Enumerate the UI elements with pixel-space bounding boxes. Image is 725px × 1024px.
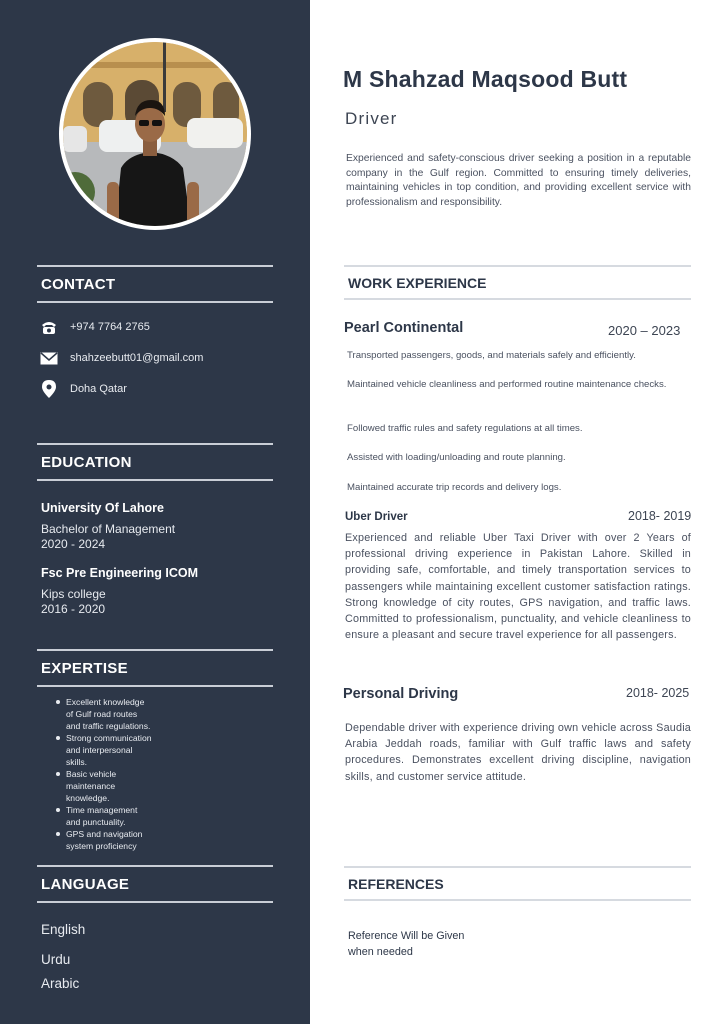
job-duty: Transported passengers, goods, and materials safely and efficiently. <box>347 350 636 361</box>
phone-number: +974 7764 2765 <box>70 321 150 333</box>
divider <box>37 685 273 687</box>
language-section <box>37 865 273 903</box>
education-heading: EDUCATION <box>41 454 132 471</box>
language-item: Arabic <box>41 976 80 991</box>
phone-icon <box>40 319 58 335</box>
contact-heading: CONTACT <box>41 276 116 293</box>
job-title: Uber Driver <box>345 511 408 523</box>
location-text: Doha Qatar <box>70 383 127 395</box>
job-period: 2020 – 2023 <box>608 323 681 338</box>
references-note: Reference Will be Given when needed <box>348 930 465 958</box>
contact-section <box>37 265 273 303</box>
education-years: 2020 - 2024 <box>41 537 106 551</box>
profile-summary: Experienced and safety-conscious driver seeking a position in a reputable company in the Gulf region. Committed to ensuring timely deliveries, maintaining vehicles in top condition, and providing excellent service with professionalism and responsibility. <box>346 153 691 208</box>
language-item: Urdu <box>41 952 71 967</box>
education-degree: Bachelor of Management <box>41 522 176 536</box>
candidate-name: M Shahzad Maqsood Butt <box>343 66 628 92</box>
profile-photo <box>63 42 247 226</box>
expertise-list <box>54 696 204 852</box>
divider <box>37 301 273 303</box>
education-years: 2016 - 2020 <box>41 602 106 616</box>
job-description: Experienced and reliable Uber Taxi Driver with over 2 Years of professional driving experience in Pakistan Lahore. Skilled in providing safe, comfortable, and timely transportation services to passengers while maintaining excellent customer satisfaction ratings. Strong knowledge of city routes, GPS navigation, and traffic laws. Committed to professionalism, punctuality, and vehicle cleanliness to ensure a pleasant and secure travel experience for all passengers. <box>345 532 691 642</box>
references-heading: REFERENCES <box>348 876 444 892</box>
expertise-section <box>37 649 273 687</box>
contact-email <box>40 350 203 366</box>
references-section <box>344 866 691 901</box>
expertise-item: GPS and navigation system proficiency <box>54 828 204 852</box>
job-duty: Assisted with loading/unloading and route planning. <box>347 452 566 463</box>
expertise-item: Excellent knowledge of Gulf road routes and traffic regulations. <box>54 696 204 732</box>
expertise-heading: EXPERTISE <box>41 660 128 677</box>
email-address: shahzeebutt01@gmail.com <box>70 352 204 364</box>
expertise-item: Time management and punctuality. <box>54 804 204 828</box>
job-duty: Maintained vehicle cleanliness and performed routine maintenance checks. <box>347 379 667 390</box>
expertise-item: Basic vehicle maintenance knowledge. <box>54 768 204 804</box>
language-heading: LANGUAGE <box>41 876 130 893</box>
contact-phone <box>40 319 150 335</box>
work-experience-section <box>344 265 691 300</box>
sidebar <box>0 0 310 1024</box>
education-school: Fsc Pre Engineering ICOM <box>41 566 198 580</box>
education-school: University Of Lahore <box>41 501 164 515</box>
education-degree: Kips college <box>41 587 106 601</box>
candidate-role: Driver <box>345 109 398 128</box>
divider <box>37 479 273 481</box>
divider <box>344 899 691 901</box>
expertise-item: Strong communication and interpersonal skills. <box>54 732 204 768</box>
job-description: Dependable driver with experience driving own vehicle across Saudia Arabia Jeddah roads, familiar with Gulf traffic laws and safety procedures. Demonstrates excellent driving discipline, navigation skills, and customer service attitude. <box>345 722 691 783</box>
work-experience-heading: WORK EXPERIENCE <box>348 275 487 291</box>
job-period: 2018- 2019 <box>628 509 692 523</box>
divider <box>37 901 273 903</box>
envelope-icon <box>40 350 58 366</box>
job-title: Personal Driving <box>343 686 459 702</box>
language-item: English <box>41 922 86 937</box>
divider <box>344 298 691 300</box>
job-period: 2018- 2025 <box>626 686 690 700</box>
job-title: Pearl Continental <box>344 320 464 336</box>
contact-location <box>40 381 127 397</box>
location-pin-icon <box>40 381 58 397</box>
job-duty: Followed traffic rules and safety regulations at all times. <box>347 423 583 434</box>
job-duty: Maintained accurate trip records and delivery logs. <box>347 482 562 493</box>
education-section <box>37 443 273 481</box>
